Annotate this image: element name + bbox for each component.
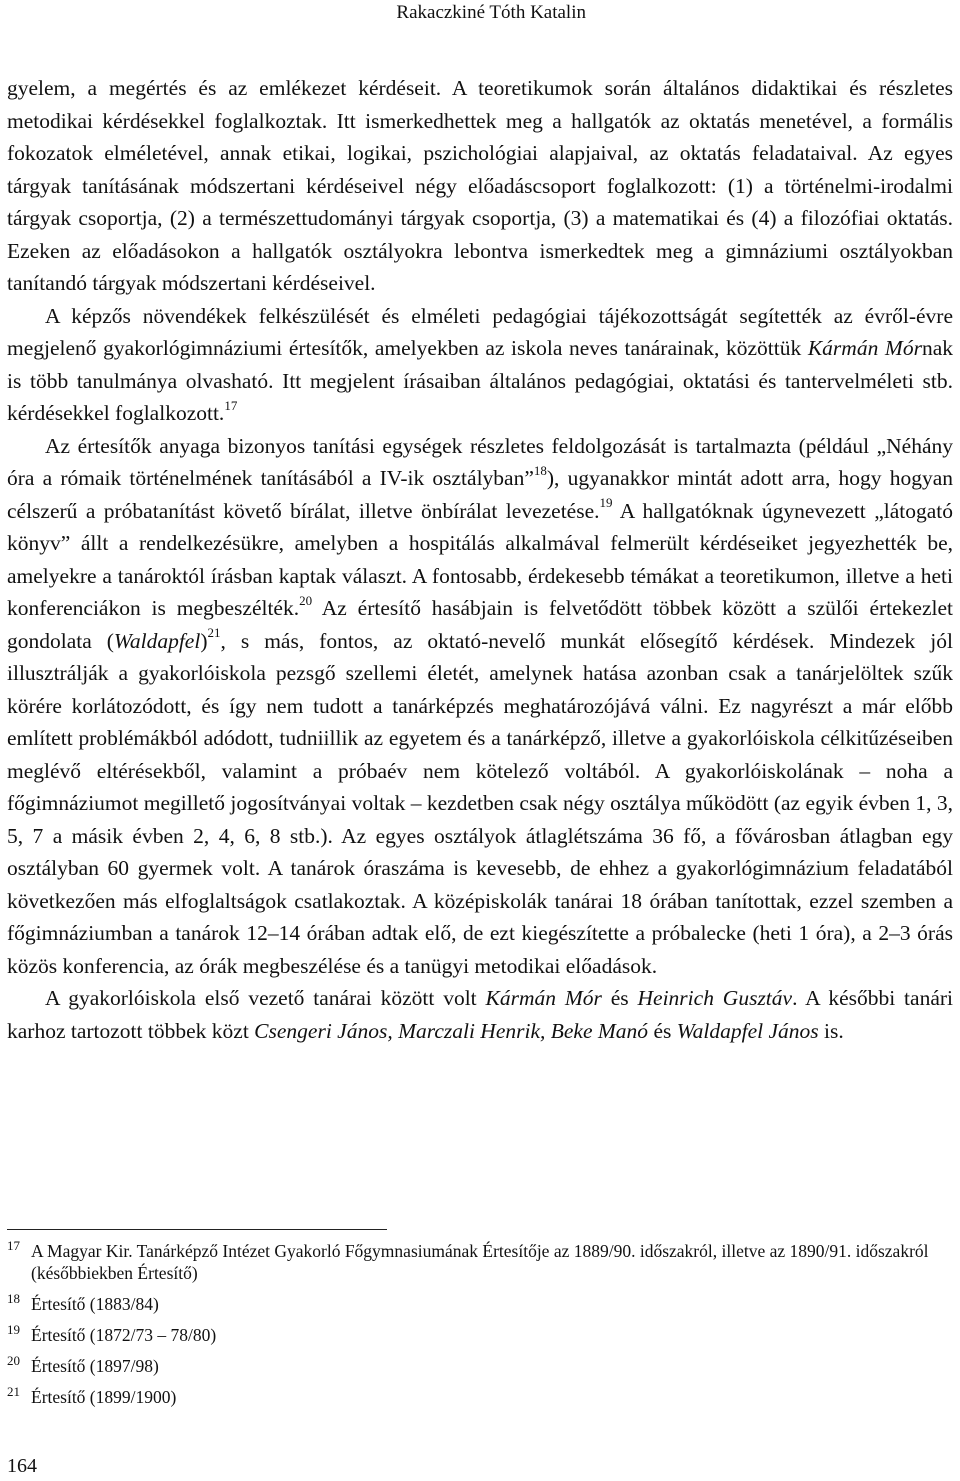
text-run: A gyakorlóiskola első vezető tanárai között volt xyxy=(45,986,486,1010)
footnotes xyxy=(7,1240,953,1417)
footnote-text: Értesítő (1897/98) xyxy=(31,1356,159,1376)
footnote-text: Értesítő (1883/84) xyxy=(31,1294,159,1314)
footnote-18: 18 Értesítő (1883/84) xyxy=(7,1291,159,1314)
person-name: Kármán Mór xyxy=(807,336,922,360)
footnote-19: 19 Értesítő (1872/73 – 78/80) xyxy=(7,1322,217,1345)
paragraph-2 xyxy=(7,300,953,430)
footnote-ref[interactable]: 21 xyxy=(207,625,221,641)
paragraph-1 xyxy=(7,72,953,300)
person-name: Kármán Mór xyxy=(485,986,602,1010)
footnote-text: Értesítő (1899/1900) xyxy=(31,1387,177,1407)
footnote-ref[interactable]: 19 xyxy=(599,495,613,511)
page-number: 164 xyxy=(7,1455,37,1477)
text-run: ), ugyanakkor mintát adott arra, hogy hogyan célszerű a próbatanítást követő bírálat, illetve önbírálat levezetése. xyxy=(7,466,953,523)
text-run: , s más, fontos, az oktató-nevelő munkát elősegítő kérdések. Mindezek jól illusztrálják a gyakorlóiskola pezsgő szellemi életét, amelynek hatása azonban csak a tanárjelöltek szűk körére korlátozódott, és így nem tudott a tanárképzés meghatározójává válni. Ez nagyrészt a már előbb említett problémákból adódott, tudniillik az egyetem és a tanárképző, illetve a gyakorlóiskola célkitűzéseiben meglévő eltérésekből, valamint a próbaév nem kötelező voltából. A gyakorlóiskolának – noha a főgimnáziumot megillető jogosítványai voltak – kezdetben csak négy osztálya működött (az egyik évben 1, 3, 5, 7 a másik évben 2, 4, 6, 8 stb.). Az egyes osztályok átlaglétszáma 36 fő, a fővárosban átlagban egy osztályban 60 gyermek volt. A tanárok óraszáma is kevesebb, de ehhez a gyakorlógimnázium feladatából következően más elfoglaltságok csatlakoztak. A középiskolák tanárai 18 órában tanítottak, ezzel szemben a főgimnáziumban a tanárok 12–14 órában adtak elő, de ezt kiegészítette a próbalecke (heti 1 óra), a 2–3 órás közös konferencia, az órák megbeszélése és a tanügyi metodikai előadások. xyxy=(7,628,953,978)
footnote-ref[interactable]: 18 xyxy=(533,462,547,478)
running-header-author: Rakaczkiné Tóth Katalin xyxy=(396,2,586,23)
paragraph-4 xyxy=(7,982,953,1047)
text-run: Az értesítők anyaga bizonyos tanítási egységek részletes feldolgozását is tartalmazta (például „Néhány óra a rómaik történelmének tanításából a IV-ik osztályban” xyxy=(7,433,953,490)
footnote-ref[interactable]: 17 xyxy=(224,397,238,413)
text-run: Az értesítő hasábjain is felvetődött többek között a szülői értekezlet gondolata ( xyxy=(7,596,953,653)
footnote-text: Értesítő (1872/73 – 78/80) xyxy=(31,1325,217,1345)
footnote-17: 17 A Magyar Kir. Tanárképző Intézet Gyakorló Főgymnasiumának Értesítője az 1889/90. időszakról, illetve az 1890/91. időszakról (későbbiekben Értesítő) xyxy=(7,1238,929,1283)
footnote-text: A Magyar Kir. Tanárképző Intézet Gyakorló Főgymnasiumának Értesítője az 1889/90. időszakról, illetve az 1890/91. időszakról (későbbiekben Értesítő) xyxy=(31,1241,929,1283)
text-run: A képzős növendékek felkészülését és elméleti pedagógiai tájékozottságát segítették az évről-évre megjelenő gyakorlógimnáziumi értesítők, amelyekben az iskola neves tanárainak, közöttük xyxy=(7,303,953,360)
person-name: Waldapfel xyxy=(113,628,201,653)
text-run: ) xyxy=(200,628,208,653)
text-run: és xyxy=(601,986,638,1010)
body-text xyxy=(7,72,953,1047)
text-run: és xyxy=(648,1018,677,1043)
footnote-21: 21 Értesítő (1899/1900) xyxy=(7,1384,177,1407)
footnote-ref[interactable]: 20 xyxy=(299,592,313,608)
text-run: A hallgatóknak úgynevezett „látogató könyv” állt a rendelkezésükre, amelyben a hospitálás alkalmával felmerült kérdéseiket jegyezhették be, amelyekre a tanároktól írásban kaptak választ. A fontosabb, érdekesebb témákat a teoretikumon, illetve a heti konferenciákon is megbeszélték. xyxy=(7,498,953,620)
footnote-20: 20 Értesítő (1897/98) xyxy=(7,1353,159,1376)
person-name: Waldapfel János xyxy=(676,1018,819,1043)
footnote-divider xyxy=(7,1229,387,1230)
text-run: gyelem, a megértés és az emlékezet kérdéseit. A teoretikumok során általános didaktikai és részletes metodikai kérdésekkel foglalkoztak. Itt ismerkedhettek meg a hallgatók az oktatás menetével, a formális fokozatok elméletével, annak etikai, logikai, pszichológiai alapjaival, az oktatás feladataival. Az egyes tárgyak tanításának módszertani kérdéseivel négy előadáscsoport foglalkozott: (1) a történelmi-irodalmi tárgyak csoportja, (2) a természettudományi tárgyak csoportja, (3) a matematikai és (4) a filozófiai oktatás. Ezeken az előadásokon a hallgatók osztályokra lebontva ismerkedtek meg a gimnáziumi osztályokban tanítandó tárgyak módszertani kérdéseivel. xyxy=(7,76,953,295)
paragraph-3 xyxy=(7,430,953,983)
text-run: is. xyxy=(818,1018,844,1043)
text-run: . A későbbi tanári karhoz tartozott többek közt xyxy=(7,986,953,1043)
person-names: Csengeri János, Marczali Henrik, Beke Manó xyxy=(254,1018,649,1043)
person-name: Heinrich Gusztáv xyxy=(637,986,793,1010)
text-run: nak is több tanulmánya olvasható. Itt megjelent írásaiban általános pedagógiai, oktatási és tantervelméleti stb. kérdésekkel foglalkozott. xyxy=(7,336,953,425)
